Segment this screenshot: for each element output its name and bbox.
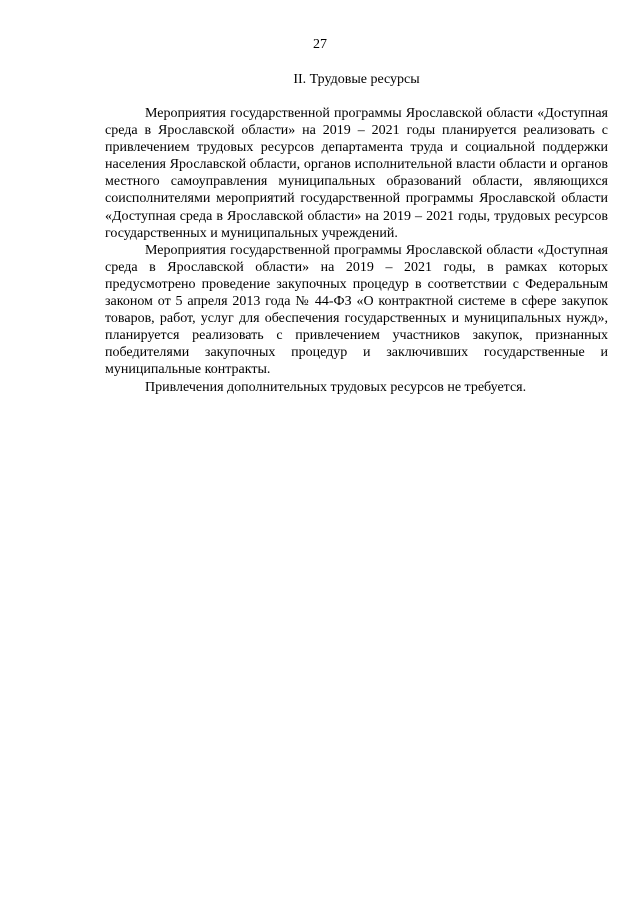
page-number: 27 — [313, 37, 327, 52]
paragraph-procurement: Мероприятия государственной программы Ярославской области «Доступная среда в Ярославской области» на 2019 – 2021 годы, в рамках которых предусмотрено проведение закупочных процедур в соответствии с Федеральным законом от 5 апреля 2013 года № 44-ФЗ «О контрактной системе в сфере закупок товаров, работ, услуг для обеспечения государственных и муниципальных нужд», планируется реализовать с привлечением участников закупок, признанных победителями закупочных процедур и заключивших государственные и муниципальные контракты. — [105, 242, 608, 378]
paragraph-labor-resources: Мероприятия государственной программы Ярославской области «Доступная среда в Ярославской области» на 2019 – 2021 годы планируется реализовать с привлечением трудовых ресурсов департамента труда и социальной поддержки населения Ярославской области, органов исполнительной власти области и органов местного самоуправления муниципальных образований области, являющихся соисполнителями мероприятий государственной программы Ярославской области «Доступная среда в Ярославской области» на 2019 – 2021 годы, трудовых ресурсов государственных и муниципальных учреждений. — [105, 106, 608, 241]
section-title: II. Трудовые ресурсы — [293, 72, 420, 87]
paragraph-no-additional-resources: Привлечения дополнительных трудовых ресурсов не требуется. — [145, 379, 527, 395]
body-text — [105, 105, 608, 396]
